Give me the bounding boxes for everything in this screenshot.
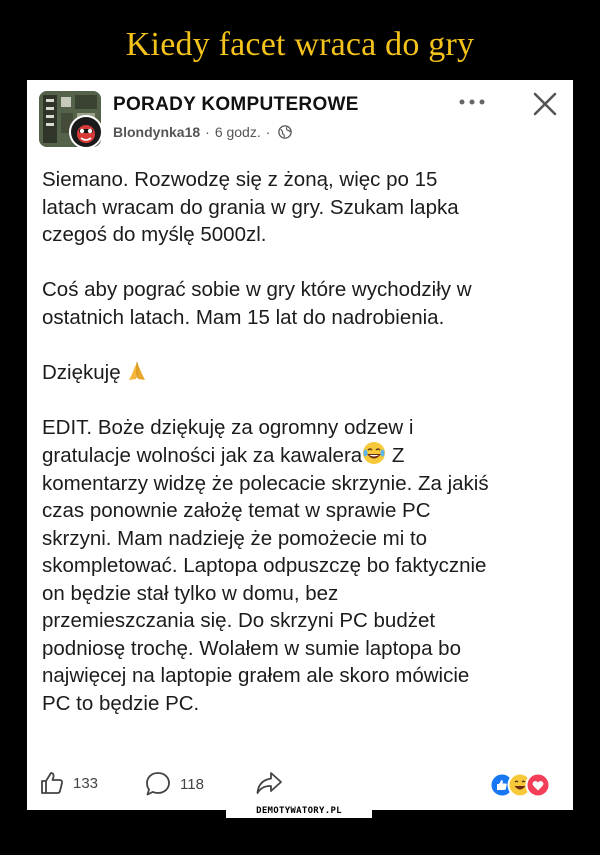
edit-paragraph [42, 414, 567, 718]
like-button[interactable] [39, 770, 98, 796]
love-reaction-icon [527, 774, 550, 797]
facebook-post-card [27, 80, 573, 810]
thumbs-up-icon [39, 770, 65, 796]
share-arrow-icon [255, 770, 283, 796]
laughing-tears-emoji-icon [362, 441, 386, 465]
reactions-summary[interactable] [489, 772, 553, 798]
watermark: DEMOTYWATORY.PL [226, 805, 372, 818]
share-button[interactable] [255, 770, 283, 796]
meme-title: Kiedy facet wraca do gry [125, 26, 475, 63]
thanks-paragraph [42, 359, 567, 387]
post-actions [27, 770, 573, 804]
edit-text-part2: Z komentarzy widzę że polecacie skrzynie. Za jakiś czas ponownie założę temat w sprawie PC skrzyni. Mam nadzieję że pomożecie mi to skompletować. Laptopa odpuszczę bo faktycznie on będzie stał tylko w domu, bez przemieszczania się. Do skrzyni PC budżet podniosę trochę. Wolałem w sumie laptopa bo najwięcej na laptopie grałem ale skoro mówicie PC to będzie PC. [42, 444, 489, 715]
author-name[interactable]: Blondynka18 [113, 124, 201, 140]
thanks-text: Dziękuję [42, 360, 121, 384]
group-name[interactable]: PORADY KOMPUTEROWE [113, 94, 359, 115]
edit-text-part1: EDIT. Boże dziękuję za ogromny odzew i gratulacje wolności jak za kawalera [42, 415, 414, 467]
more-horizontal-icon[interactable] [457, 97, 487, 107]
comment-button[interactable] [144, 770, 204, 798]
post-meta [113, 124, 292, 140]
folded-hands-emoji-icon [126, 360, 148, 382]
comment-bubble-icon [144, 770, 172, 798]
post-paragraph: Siemano. Rozwodzę się z żoną, więc po 15 latach wracam do grania w gry. Szukam lapka czegoś do myślę 5000zl. [42, 168, 459, 246]
meta-separator: · [205, 124, 210, 140]
user-avatar[interactable] [69, 115, 103, 149]
comment-count: 118 [180, 775, 204, 793]
post-header [27, 80, 573, 156]
post-paragraph: Coś aby pograć sobie w gry które wychodziły w ostatnich latach. Mam 15 lat do nadrobienia. [42, 278, 472, 329]
post-time[interactable]: 6 godz. [214, 124, 261, 140]
user-avatar-image [71, 117, 101, 147]
like-count: 133 [73, 774, 99, 792]
close-icon[interactable] [532, 91, 558, 117]
post-body [42, 166, 567, 717]
meta-separator: · [265, 124, 271, 140]
globe-icon [278, 125, 292, 139]
